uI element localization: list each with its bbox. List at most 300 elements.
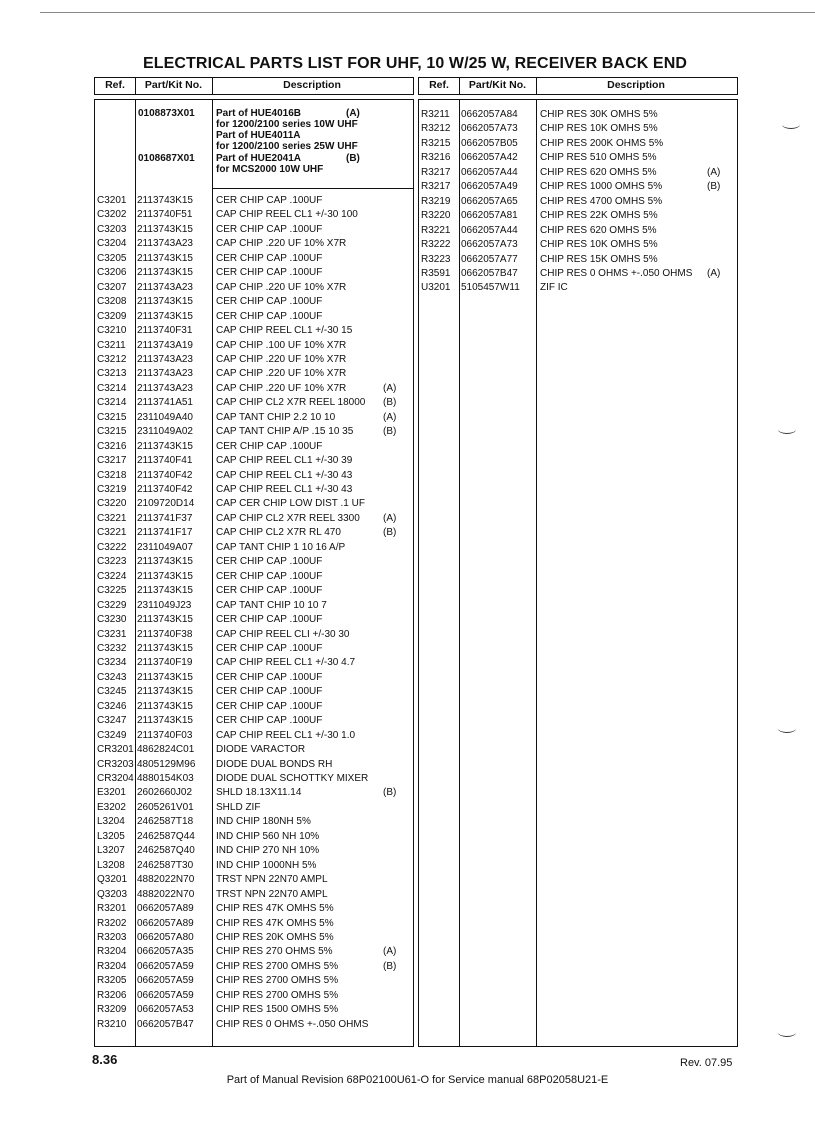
right-parts-table — [418, 99, 738, 1047]
row-ref: C3202 — [97, 209, 127, 221]
page-title: ELECTRICAL PARTS LIST FOR UHF, 10 W/25 W, RECEIVER BACK END — [142, 55, 688, 72]
margin-mark — [782, 120, 800, 129]
row-description: CER CHIP CAP .100UF — [216, 686, 323, 698]
row-part-number: 4882022N70 — [137, 888, 195, 900]
kit-description-line: Part of HUE4016B — [216, 108, 302, 119]
table-row — [95, 367, 413, 382]
row-description: DIODE DUAL BONDS RH — [216, 758, 333, 770]
row-ref: C3220 — [97, 498, 127, 510]
row-description: CER CHIP CAP .100UF — [216, 585, 323, 597]
row-ref: C3230 — [97, 614, 127, 626]
footer-note: Part of Manual Revision 68P02100U61-O for Service manual 68P02058U21-E — [226, 1074, 609, 1086]
header-ref: Ref. — [429, 79, 449, 91]
table-row — [95, 281, 413, 296]
row-part-number: 0662057A59 — [137, 975, 194, 987]
row-description: CHIP RES 30K OMHS 5% — [540, 109, 658, 120]
table-row — [95, 917, 413, 932]
row-ref: R3210 — [97, 1018, 127, 1030]
table-row — [95, 656, 413, 671]
row-description: TRST NPN 22N70 AMPL — [216, 874, 328, 886]
row-description: CER CHIP CAP .100UF — [216, 267, 323, 279]
row-model-note: (A) — [383, 946, 397, 958]
left-parts-table — [94, 99, 414, 1047]
row-ref: C3245 — [97, 686, 127, 698]
table-row — [95, 830, 413, 845]
row-ref: C3206 — [97, 267, 127, 279]
table-row — [95, 570, 413, 585]
top-rule — [40, 12, 815, 13]
table-row — [95, 700, 413, 715]
row-part-number: 2602660J02 — [137, 787, 193, 799]
table-row — [95, 989, 413, 1004]
row-description: ZIF IC — [540, 282, 568, 294]
row-part-number: 2113743K15 — [137, 296, 193, 308]
table-row — [95, 425, 413, 440]
row-description: CER CHIP CAP .100UF — [216, 671, 323, 683]
row-description: CAP CHIP .100 UF 10% X7R — [216, 339, 347, 351]
row-part-number: 2462587T30 — [137, 859, 194, 871]
row-ref: C3247 — [97, 715, 127, 727]
row-part-number: 4805129M96 — [137, 758, 196, 770]
row-part-number: 2311049A07 — [137, 541, 193, 553]
row-part-number: 2113740F51 — [137, 209, 193, 221]
row-description: CHIP RES 4700 OMHS 5% — [540, 195, 663, 207]
row-description: CER CHIP CAP .100UF — [216, 252, 323, 264]
row-description: CER CHIP CAP .100UF — [216, 440, 323, 452]
row-ref: C3223 — [97, 556, 127, 568]
row-ref: C3211 — [97, 339, 126, 351]
row-part-number: 0662057A89 — [137, 917, 194, 929]
row-part-number: 2113740F03 — [137, 729, 193, 741]
row-description: CAP TANT CHIP 1 10 16 A/P — [216, 541, 346, 553]
table-row — [95, 208, 413, 223]
table-row — [95, 729, 413, 744]
row-ref: R3209 — [97, 1004, 127, 1016]
row-ref: R3219 — [421, 195, 451, 207]
row-part-number: 4862824C01 — [137, 744, 195, 756]
row-part-number: 0662057B47 — [461, 267, 518, 279]
row-ref: C3225 — [97, 585, 127, 597]
table-row — [95, 902, 413, 917]
row-description: CER CHIP CAP .100UF — [216, 570, 323, 582]
row-ref: R3223 — [421, 253, 451, 265]
table-row — [95, 310, 413, 325]
table-row — [95, 454, 413, 469]
table-row — [95, 974, 413, 989]
row-part-number: 2113740F19 — [137, 657, 193, 669]
table-row — [95, 786, 413, 801]
row-description: CHIP RES 2700 OMHS 5% — [216, 989, 339, 1001]
row-description: CER CHIP CAP .100UF — [216, 310, 323, 322]
table-row — [419, 281, 737, 296]
row-model-note: (B) — [383, 787, 397, 799]
header-part: Part/Kit No. — [468, 79, 527, 91]
table-row — [95, 324, 413, 339]
row-ref: L3205 — [97, 830, 125, 842]
header-part: Part/Kit No. — [144, 79, 203, 91]
row-description: CAP CHIP REEL CL1 +/-30 43 — [216, 469, 353, 481]
table-row — [95, 815, 413, 830]
row-part-number: 5105457W11 — [461, 282, 520, 294]
row-description: CHIP RES 2700 OMHS 5% — [216, 975, 339, 987]
row-ref: C3216 — [97, 440, 127, 452]
row-part-number: 0662057B05 — [461, 137, 518, 149]
left-table-header — [94, 77, 414, 95]
table-row — [419, 122, 737, 137]
row-part-number: 0662057A65 — [461, 195, 518, 207]
row-ref: R3201 — [97, 903, 127, 915]
table-row — [95, 772, 413, 787]
row-part-number: 2113743K15 — [137, 267, 193, 279]
kit-part-number: 0108873X01 — [138, 108, 195, 119]
row-ref: R3202 — [97, 917, 127, 929]
row-part-number: 2113741F37 — [137, 512, 193, 524]
kit-description-line: Part of HUE4011A — [216, 130, 301, 141]
row-description: CAP CHIP REEL CLI +/-30 30 — [216, 628, 350, 640]
row-description: CAP TANT CHIP A/P .15 10 35 — [216, 426, 354, 438]
table-row — [95, 237, 413, 252]
row-part-number: 2113743A23 — [137, 281, 193, 293]
table-row — [95, 526, 413, 541]
row-model-note: (B) — [707, 181, 721, 193]
row-description: CHIP RES 47K OMHS 5% — [216, 917, 334, 929]
row-description: CHIP RES 0 OHMS +-.050 OHMS — [540, 267, 693, 279]
row-ref: R3204 — [97, 946, 127, 958]
row-part-number: 2113741F17 — [137, 527, 193, 539]
table-row — [95, 252, 413, 267]
table-row — [419, 267, 737, 282]
row-ref: L3204 — [97, 816, 125, 828]
revision: Rev. 07.95 — [680, 1057, 733, 1069]
row-part-number: 2113743K15 — [137, 715, 193, 727]
table-row — [95, 628, 413, 643]
row-ref: R3221 — [421, 224, 451, 236]
row-part-number: 2113743K15 — [137, 223, 193, 235]
row-ref: CR3204 — [97, 773, 134, 784]
table-row — [419, 253, 737, 268]
row-ref: C3201 — [97, 195, 127, 206]
margin-mark — [778, 1028, 796, 1037]
row-description: CHIP RES 10K OMHS 5% — [540, 123, 658, 135]
row-description: CHIP RES 270 OHMS 5% — [216, 946, 333, 958]
table-row — [95, 339, 413, 354]
row-description: CHIP RES 0 OHMS +-.050 OHMS — [216, 1018, 369, 1030]
row-ref: C3213 — [97, 368, 127, 380]
row-description: CAP TANT CHIP 10 10 7 — [216, 599, 327, 611]
table-row — [95, 266, 413, 281]
row-part-number: 2605261V01 — [137, 801, 194, 813]
row-ref: R3206 — [97, 989, 127, 1001]
table-row — [95, 873, 413, 888]
row-description: SHLD 18.13X11.14 — [216, 787, 302, 799]
row-part-number: 2113743A23 — [137, 353, 193, 365]
row-part-number: 2462587Q40 — [137, 845, 195, 857]
row-part-number: 0662057A59 — [137, 960, 194, 972]
row-ref: C3224 — [97, 570, 127, 582]
table-row — [95, 194, 413, 209]
row-description: CHIP RES 15K OMHS 5% — [540, 253, 658, 265]
table-row — [95, 743, 413, 758]
row-part-number: 2113743A23 — [137, 368, 193, 380]
row-description: TRST NPN 22N70 AMPL — [216, 888, 328, 900]
row-ref: C3232 — [97, 642, 127, 654]
row-part-number: 0662057A44 — [461, 166, 518, 178]
row-description: CHIP RES 22K OMHS 5% — [540, 210, 658, 222]
row-ref: R3217 — [421, 166, 451, 178]
kit-model-note: (B) — [346, 153, 360, 164]
row-description: CAP TANT CHIP 2.2 10 10 — [216, 411, 336, 423]
row-ref: R3212 — [421, 123, 451, 135]
row-part-number: 2113743K15 — [137, 570, 193, 582]
row-ref: C3217 — [97, 455, 127, 467]
row-description: CAP CHIP REEL CL1 +/-30 1.0 — [216, 729, 356, 741]
row-part-number: 0662057A44 — [461, 224, 518, 236]
row-ref: U3201 — [421, 282, 451, 294]
row-model-note: (A) — [383, 512, 397, 524]
table-row — [95, 223, 413, 238]
row-part-number: 2113743K15 — [137, 252, 193, 264]
row-part-number: 2113743K15 — [137, 556, 193, 568]
row-description: CER CHIP CAP .100UF — [216, 642, 323, 654]
row-description: CAP CHIP .220 UF 10% X7R — [216, 281, 347, 293]
row-description: IND CHIP 270 NH 10% — [216, 845, 320, 857]
row-description: CER CHIP CAP .100UF — [216, 715, 323, 727]
table-row — [95, 931, 413, 946]
row-ref: C3219 — [97, 484, 127, 495]
row-part-number: 0662057A49 — [461, 181, 518, 193]
margin-mark — [778, 425, 796, 434]
row-ref: R3216 — [421, 152, 451, 164]
table-row — [95, 440, 413, 455]
header-desc: Description — [607, 79, 665, 91]
table-row — [95, 497, 413, 512]
header-desc: Description — [283, 79, 341, 91]
row-model-note: (B) — [383, 397, 397, 409]
table-row — [95, 469, 413, 484]
kit-separator — [212, 188, 413, 189]
row-part-number: 2113743A19 — [137, 339, 193, 351]
row-description: CAP CHIP .220 UF 10% X7R — [216, 238, 347, 250]
row-ref: Q3201 — [97, 874, 128, 886]
row-part-number: 0662057A81 — [461, 210, 518, 222]
kit-part-number: 0108687X01 — [138, 153, 195, 164]
row-ref: C3231 — [97, 628, 127, 640]
row-part-number: 2113740F42 — [137, 484, 193, 495]
row-ref: C3249 — [97, 729, 127, 741]
row-part-number: 0662057A59 — [137, 989, 194, 1001]
row-ref: C3221 — [97, 512, 127, 524]
table-row — [95, 888, 413, 903]
header-ref: Ref. — [105, 79, 125, 91]
row-ref: C3221 — [97, 527, 127, 539]
row-model-note: (B) — [383, 960, 397, 972]
row-description: CAP CHIP REEL CL1 +/-30 15 — [216, 325, 353, 337]
row-description: CHIP RES 1000 OMHS 5% — [540, 181, 663, 193]
row-part-number: 2109720D14 — [137, 498, 195, 510]
row-part-number: 0662057A53 — [137, 1004, 194, 1016]
row-description: CER CHIP CAP .100UF — [216, 223, 323, 235]
row-model-note: (A) — [707, 166, 721, 178]
table-row — [95, 960, 413, 975]
kit-description-line: Part of HUE2041A — [216, 153, 302, 164]
row-ref: C3215 — [97, 426, 127, 438]
row-part-number: 0662057A89 — [137, 903, 194, 915]
row-part-number: 2113743K15 — [137, 614, 193, 626]
table-row — [95, 396, 413, 411]
row-description: CHIP RES 620 OMHS 5% — [540, 224, 657, 236]
table-row — [419, 151, 737, 166]
row-ref: C3222 — [97, 541, 127, 553]
row-part-number: 2462587Q44 — [137, 830, 195, 842]
row-part-number: 2462587T18 — [137, 816, 194, 828]
table-row — [95, 1003, 413, 1018]
row-part-number: 2113743K15 — [137, 585, 193, 597]
row-description: CAP CHIP REEL CL1 +/-30 43 — [216, 484, 353, 495]
row-part-number: 4880154K03 — [137, 773, 194, 784]
table-row — [419, 166, 737, 181]
row-part-number: 0662057A73 — [461, 239, 518, 251]
table-row — [95, 714, 413, 729]
row-description: CER CHIP CAP .100UF — [216, 296, 323, 308]
row-part-number: 2113743K15 — [137, 700, 193, 712]
row-model-note: (A) — [383, 382, 397, 394]
table-row — [95, 685, 413, 700]
table-row — [95, 599, 413, 614]
table-row — [419, 180, 737, 195]
row-part-number: 2113743K15 — [137, 642, 193, 654]
row-ref: R3215 — [421, 137, 451, 149]
row-ref: C3243 — [97, 671, 127, 683]
row-ref: C3212 — [97, 353, 127, 365]
row-description: CAP CHIP CL2 X7R RL 470 — [216, 527, 341, 539]
table-row — [419, 238, 737, 253]
row-model-note: (A) — [383, 411, 397, 423]
table-row — [419, 195, 737, 210]
row-part-number: 4882022N70 — [137, 874, 195, 886]
row-description: CHIP RES 10K OMHS 5% — [540, 239, 658, 251]
table-row — [95, 295, 413, 310]
row-ref: R3211 — [421, 109, 450, 120]
row-description: CER CHIP CAP .100UF — [216, 700, 323, 712]
row-part-number: 2113743A23 — [137, 238, 193, 250]
table-row — [95, 801, 413, 816]
kit-description-line: for 1200/2100 series 25W UHF — [216, 141, 358, 152]
row-description: CHIP RES 47K OMHS 5% — [216, 903, 334, 915]
row-description: CHIP RES 2700 OMHS 5% — [216, 960, 339, 972]
kit-model-note: (A) — [346, 108, 360, 119]
row-ref: R3591 — [421, 267, 451, 279]
table-row — [95, 584, 413, 599]
row-ref: E3202 — [97, 801, 126, 813]
row-model-note: (B) — [383, 426, 397, 438]
row-part-number: 2311049A40 — [137, 411, 193, 423]
row-part-number: 0662057A35 — [137, 946, 194, 958]
row-ref: C3214 — [97, 397, 127, 409]
table-row — [95, 555, 413, 570]
row-description: CAP CHIP REEL CL1 +/-30 39 — [216, 455, 353, 467]
row-ref: L3208 — [97, 859, 125, 871]
table-row — [95, 671, 413, 686]
kit-description-line: for 1200/2100 series 10W UHF — [216, 119, 358, 130]
table-row — [95, 541, 413, 556]
table-row — [95, 642, 413, 657]
row-ref: R3217 — [421, 181, 451, 193]
table-row — [419, 224, 737, 239]
table-row — [95, 382, 413, 397]
row-ref: C3204 — [97, 238, 127, 250]
row-ref: R3204 — [97, 960, 127, 972]
row-ref: C3203 — [97, 223, 127, 235]
table-row — [419, 137, 737, 152]
row-ref: C3210 — [97, 325, 127, 337]
row-part-number: 0662057A77 — [461, 253, 518, 265]
table-row — [95, 411, 413, 426]
row-description: IND CHIP 1000NH 5% — [216, 859, 317, 871]
table-row — [95, 758, 413, 773]
row-description: DIODE DUAL SCHOTTKY MIXER — [216, 773, 369, 784]
row-description: CAP CHIP .220 UF 10% X7R — [216, 382, 347, 394]
table-row — [95, 483, 413, 498]
row-description: IND CHIP 180NH 5% — [216, 816, 311, 828]
margin-mark — [778, 724, 796, 733]
row-description: CAP CHIP .220 UF 10% X7R — [216, 368, 347, 380]
row-description: CHIP RES 200K OHMS 5% — [540, 137, 664, 149]
page-number: 8.36 — [92, 1052, 118, 1067]
row-description: CAP CER CHIP LOW DIST .1 UF — [216, 498, 365, 510]
row-description: CAP CHIP CL2 X7R REEL 3300 — [216, 512, 360, 524]
row-part-number: 2113740F31 — [137, 325, 193, 337]
row-ref: C3207 — [97, 281, 127, 293]
row-ref: C3208 — [97, 296, 127, 308]
row-ref: C3215 — [97, 411, 127, 423]
row-part-number: 2113743K15 — [137, 686, 193, 698]
row-part-number: 0662057A73 — [461, 123, 518, 135]
row-part-number: 2113743K15 — [137, 440, 193, 452]
table-row — [419, 108, 737, 123]
row-ref: Q3203 — [97, 888, 128, 900]
row-ref: L3207 — [97, 845, 125, 857]
table-row — [95, 945, 413, 960]
row-ref: E3201 — [97, 787, 126, 799]
row-part-number: 2113743K15 — [137, 671, 193, 683]
row-description: CHIP RES 1500 OMHS 5% — [216, 1004, 339, 1016]
row-description: IND CHIP 560 NH 10% — [216, 830, 320, 842]
table-row — [95, 512, 413, 527]
table-row — [95, 1018, 413, 1033]
row-part-number: 0662057A84 — [461, 109, 518, 120]
row-model-note: (A) — [707, 267, 721, 279]
row-ref: C3234 — [97, 657, 127, 669]
row-ref: CR3201 — [97, 744, 134, 756]
kit-description-line: for MCS2000 10W UHF — [216, 164, 324, 175]
right-table-header — [418, 77, 738, 95]
row-ref: R3205 — [97, 975, 127, 987]
row-ref: R3222 — [421, 239, 451, 251]
table-row — [95, 844, 413, 859]
row-part-number: 0662057A80 — [137, 931, 194, 943]
table-row — [95, 859, 413, 874]
row-ref: C3218 — [97, 469, 127, 481]
row-description: CHIP RES 510 OMHS 5% — [540, 152, 657, 164]
row-ref: R3220 — [421, 210, 451, 222]
table-row — [95, 353, 413, 368]
row-part-number: 2113740F38 — [137, 628, 193, 640]
row-description: CER CHIP CAP .100UF — [216, 614, 323, 626]
row-description: CAP CHIP .220 UF 10% X7R — [216, 353, 347, 365]
row-description: CER CHIP CAP .100UF — [216, 556, 323, 568]
row-ref: C3246 — [97, 700, 127, 712]
row-ref: CR3203 — [97, 758, 134, 770]
